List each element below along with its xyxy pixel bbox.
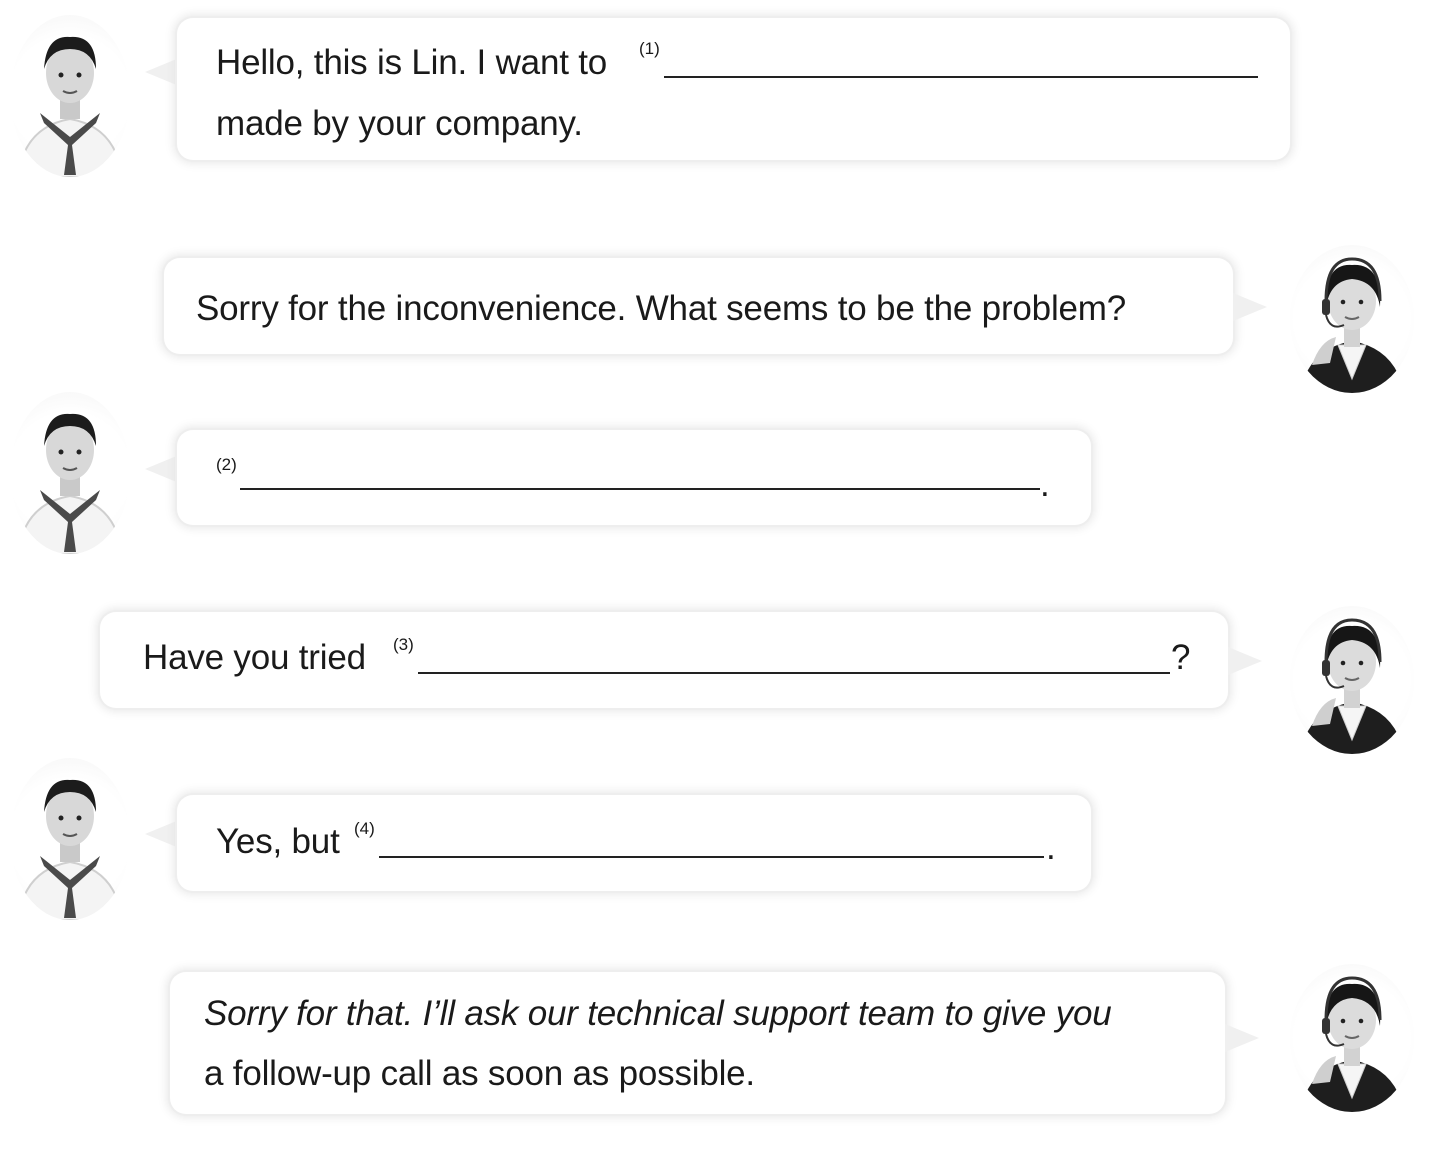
bubble-tail [1228,647,1262,675]
agent-avatar [1290,245,1414,393]
student-avatar [10,758,130,920]
bubble-tail [145,820,179,848]
blank-number-4: (4) [354,819,375,838]
student-avatar [10,15,130,177]
bubble-tail [1225,1024,1259,1052]
message-bubble-3 [177,430,1091,525]
agent-avatar [1290,606,1414,754]
answer-blank-1[interactable] [664,76,1258,78]
blank-number-2: (2) [216,455,237,474]
message-4-line-1: Have you tried [143,638,366,677]
student-avatar [10,392,130,554]
message-1-line-2: made by your company. [216,104,583,143]
agent-avatar [1290,964,1414,1112]
end-punctuation: . [1040,465,1050,504]
answer-blank-3[interactable] [418,672,1170,674]
message-5-line-1: Yes, but [216,822,340,861]
answer-blank-2[interactable] [240,488,1040,490]
end-punctuation: ? [1171,638,1191,677]
bubble-tail [145,58,179,86]
blank-number-1: (1) [639,39,660,58]
message-2-line-1: Sorry for the inconvenience. What seems to be the problem? [196,289,1126,328]
bubble-tail [145,455,179,483]
message-6-line-1: Sorry for that. I’ll ask our technical support team to give you [204,994,1112,1033]
end-punctuation: . [1046,828,1056,867]
blank-number-3: (3) [393,635,414,654]
bubble-tail [1233,293,1267,321]
message-6-line-2: a follow-up call as soon as possible. [204,1054,755,1093]
answer-blank-4[interactable] [379,856,1044,858]
message-1-line-1: Hello, this is Lin. I want to [216,43,608,82]
